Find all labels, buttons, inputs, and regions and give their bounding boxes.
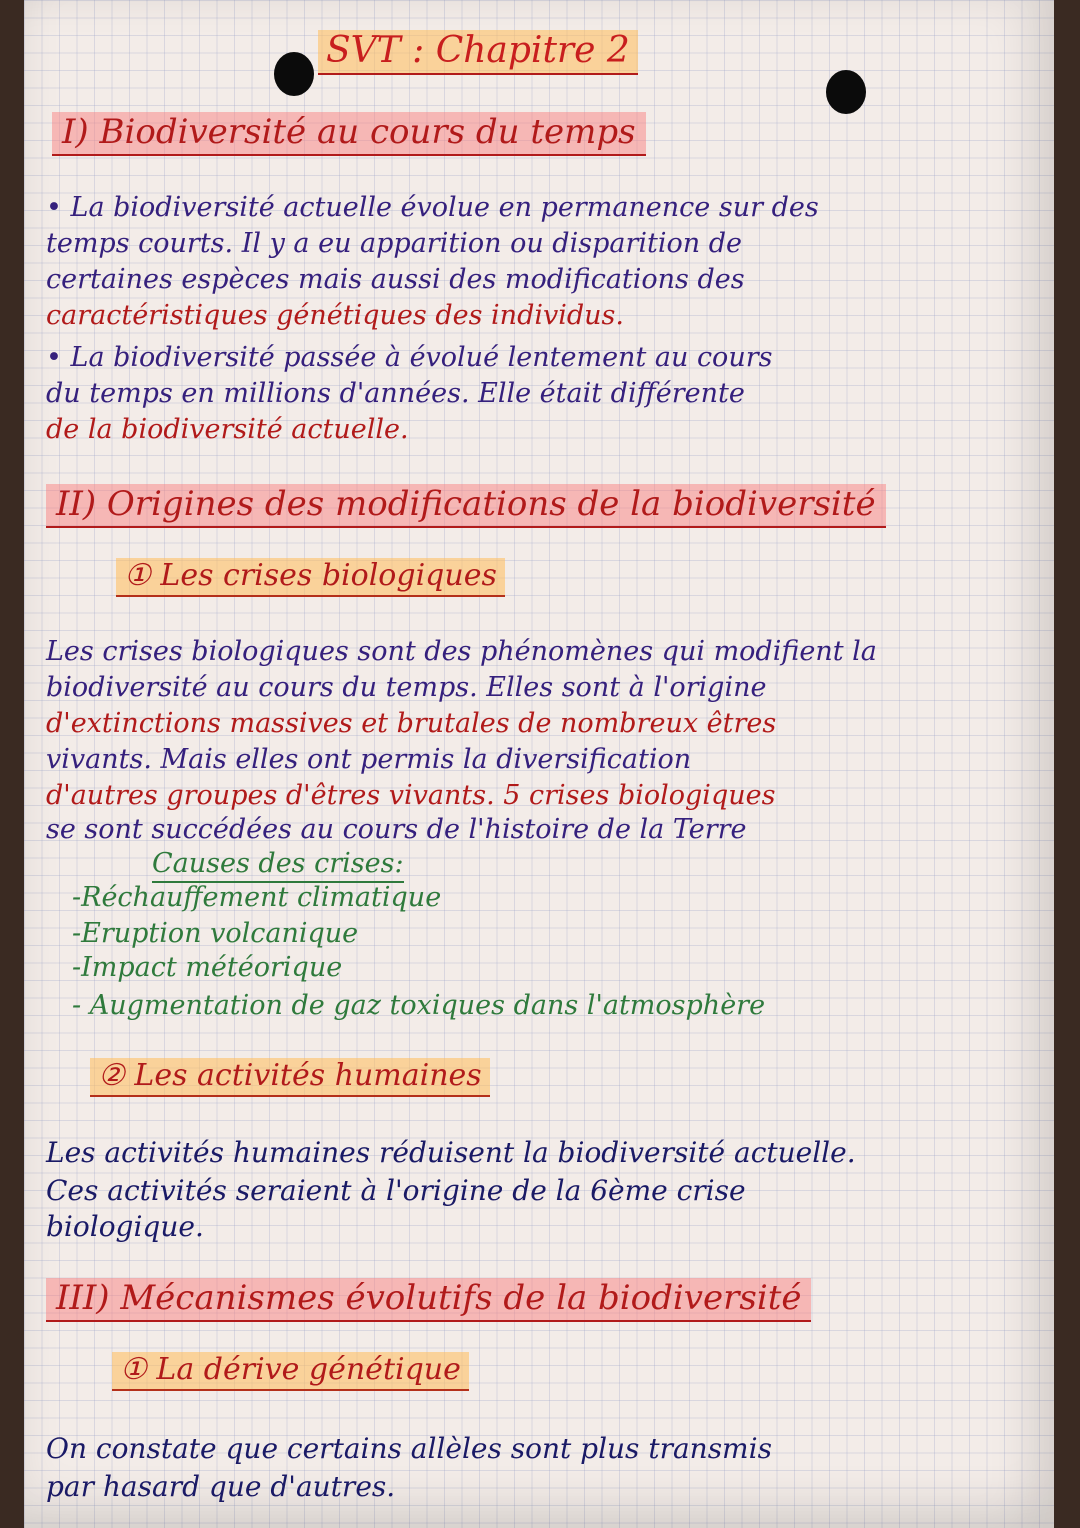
section1-line: • La biodiversité actuelle évolue en permanence sur des bbox=[46, 192, 819, 223]
page-title bbox=[318, 30, 638, 71]
human-activities-line: biologique. bbox=[46, 1210, 204, 1243]
notebook-page bbox=[24, 0, 1054, 1528]
crises-line: vivants. Mais elles ont permis la diversification bbox=[46, 744, 692, 775]
punch-hole-right bbox=[826, 70, 866, 114]
causes-title bbox=[152, 848, 404, 879]
section1-line: certaines espèces mais aussi des modifications des bbox=[46, 264, 745, 295]
section2-heading-text: II) Origines des modifications de la biodiversité bbox=[46, 484, 886, 528]
cause-item: -Réchauffement climatique bbox=[72, 882, 442, 913]
crises-line: se sont succédées au cours de l'histoire de la Terre bbox=[46, 814, 747, 845]
crises-line: d'autres groupes d'êtres vivants. 5 crises biologiques bbox=[46, 780, 776, 811]
human-activities-line: Les activités humaines réduisent la biodiversité actuelle. bbox=[46, 1136, 856, 1169]
crises-line: Les crises biologiques sont des phénomènes qui modifient la bbox=[46, 636, 877, 667]
section3-heading bbox=[46, 1278, 811, 1318]
cause-item: -Impact météorique bbox=[72, 952, 343, 983]
section2-sub2-heading bbox=[90, 1058, 490, 1093]
section3-sub1-heading bbox=[112, 1352, 469, 1387]
section1-heading-text: I) Biodiversité au cours du temps bbox=[52, 112, 646, 156]
page-title-text: SVT : Chapitre 2 bbox=[318, 30, 638, 75]
section1-heading bbox=[52, 112, 646, 152]
section1-line: du temps en millions d'années. Elle était différente bbox=[46, 378, 745, 409]
section1-line: temps courts. Il y a eu apparition ou disparition de bbox=[46, 228, 742, 259]
section1-line: caractéristiques génétiques des individus. bbox=[46, 300, 624, 331]
punch-hole-left bbox=[274, 52, 314, 96]
human-activities-line: Ces activités seraient à l'origine de la 6ème crise bbox=[46, 1174, 746, 1207]
genetic-drift-line: par hasard que d'autres. bbox=[46, 1470, 396, 1503]
genetic-drift-line: On constate que certains allèles sont plus transmis bbox=[46, 1432, 772, 1465]
crises-line: biodiversité au cours du temps. Elles sont à l'origine bbox=[46, 672, 767, 703]
section2-sub2-heading-text: ② Les activités humaines bbox=[90, 1058, 490, 1097]
section3-sub1-heading-text: ① La dérive génétique bbox=[112, 1352, 469, 1391]
section2-heading bbox=[46, 484, 886, 524]
cause-item: -Eruption volcanique bbox=[72, 918, 359, 949]
section1-line: de la biodiversité actuelle. bbox=[46, 414, 409, 445]
crises-line: d'extinctions massives et brutales de nombreux êtres bbox=[46, 708, 777, 739]
section1-line: • La biodiversité passée à évolué lentement au cours bbox=[46, 342, 773, 373]
section3-heading-text: III) Mécanismes évolutifs de la biodiversité bbox=[46, 1278, 811, 1322]
cause-item: - Augmentation de gaz toxiques dans l'atmosphère bbox=[72, 990, 766, 1021]
causes-title-text: Causes des crises: bbox=[152, 848, 404, 883]
section2-sub1-heading-text: ① Les crises biologiques bbox=[116, 558, 505, 597]
section2-sub1-heading bbox=[116, 558, 505, 593]
